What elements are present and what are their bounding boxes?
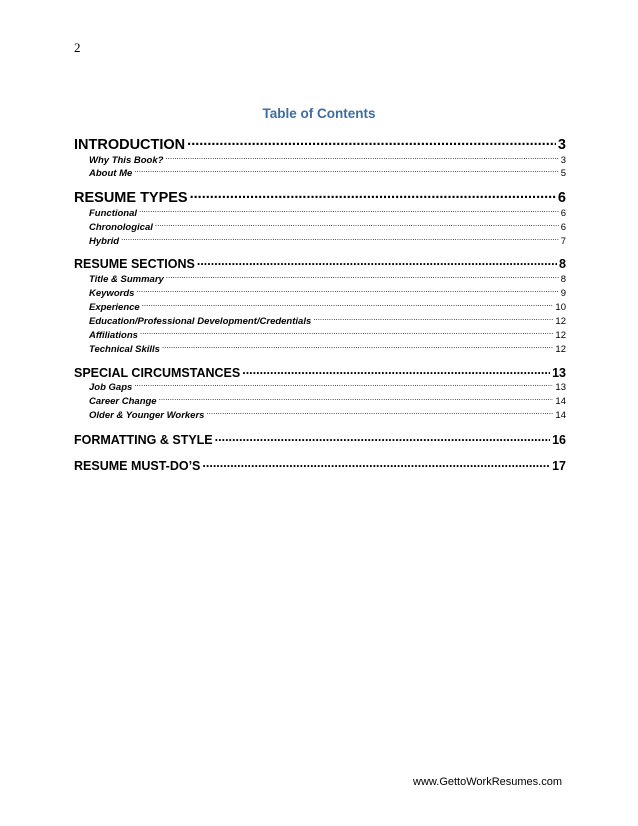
- page-number: 2: [74, 40, 81, 55]
- toc-entry-label: RESUME SECTIONS: [74, 257, 195, 271]
- toc-entry-page: 13: [555, 382, 566, 393]
- toc-entry-label: About Me: [89, 168, 133, 179]
- toc-entry-page: 14: [555, 410, 566, 421]
- toc-entry-label: Education/Professional Development/Credentials: [89, 316, 312, 327]
- dot-leader: [242, 363, 550, 377]
- toc-entry-technical-skills[interactable]: [74, 341, 566, 355]
- toc-entry-functional[interactable]: [74, 205, 566, 219]
- toc-entry-label: SPECIAL CIRCUMSTANCES: [74, 366, 241, 380]
- toc-entry-page: 10: [555, 302, 566, 313]
- toc-entry-formatting-style[interactable]: [74, 430, 566, 447]
- toc-entry-why-this-book[interactable]: [74, 152, 566, 166]
- toc-entry-career-change[interactable]: [74, 393, 566, 407]
- toc-entry-label: FORMATTING & STYLE: [74, 433, 213, 447]
- toc-entry-page: 5: [560, 168, 566, 179]
- toc-entry-experience[interactable]: [74, 299, 566, 313]
- toc-entry-resume-must-dos[interactable]: [74, 456, 566, 473]
- toc-entry-affiliations[interactable]: [74, 327, 566, 341]
- toc-entry-page: 17: [552, 459, 566, 473]
- toc-entry-label: Experience: [89, 302, 140, 313]
- toc-entry-page: 14: [555, 396, 566, 407]
- dot-leader: [166, 271, 559, 282]
- toc-entry-page: 8: [559, 257, 566, 271]
- dot-leader: [136, 285, 558, 296]
- toc-entry-title-summary[interactable]: [74, 271, 566, 285]
- toc-entry-hybrid[interactable]: [74, 233, 566, 247]
- toc-entry-special-circumstances[interactable]: [74, 363, 566, 380]
- toc-entry-page: 9: [560, 288, 566, 299]
- toc-entry-education[interactable]: [74, 313, 566, 327]
- toc-entry-resume-sections[interactable]: [74, 254, 566, 271]
- dot-leader: [187, 133, 556, 149]
- dot-leader: [313, 313, 553, 324]
- toc-entry-page: 12: [555, 344, 566, 355]
- toc-entry-label: RESUME MUST-DO’S: [74, 459, 201, 473]
- dot-leader: [197, 254, 557, 268]
- toc-entry-introduction[interactable]: [74, 133, 566, 153]
- dot-leader: [162, 341, 553, 352]
- toc-entry-label: Title & Summary: [89, 274, 164, 285]
- toc-title: Table of Contents: [262, 106, 376, 121]
- toc-entry-label: Older & Younger Workers: [89, 410, 205, 421]
- toc-entry-keywords[interactable]: [74, 285, 566, 299]
- toc-entry-label: Affiliations: [89, 330, 138, 341]
- toc-entry-label: RESUME TYPES: [74, 190, 188, 206]
- toc-entry-about-me[interactable]: [74, 165, 566, 179]
- dot-leader: [140, 327, 554, 338]
- toc-entry-older-younger-workers[interactable]: [74, 407, 566, 421]
- dot-leader: [142, 299, 554, 310]
- dot-leader: [215, 430, 550, 444]
- toc-entry-label: Chronological: [89, 222, 153, 233]
- toc-entry-label: Technical Skills: [89, 344, 160, 355]
- toc-entry-label: Why This Book?: [89, 155, 164, 166]
- toc-entry-page: 12: [555, 330, 566, 341]
- toc-entry-job-gaps[interactable]: [74, 379, 566, 393]
- dot-leader: [159, 393, 554, 404]
- dot-leader: [190, 186, 556, 202]
- toc-entry-label: Functional: [89, 208, 138, 219]
- dot-leader: [202, 456, 550, 470]
- dot-leader: [206, 407, 553, 418]
- toc-entry-page: 6: [560, 222, 566, 233]
- toc-entry-resume-types[interactable]: [74, 186, 566, 206]
- footer-url: www.GettoWorkResumes.com: [413, 776, 562, 788]
- toc-entry-page: 12: [555, 316, 566, 327]
- toc-entry-label: Career Change: [89, 396, 157, 407]
- toc-entry-label: Keywords: [89, 288, 135, 299]
- dot-leader: [139, 205, 559, 216]
- toc-entry-page: 13: [552, 366, 566, 380]
- toc-entry-page: 7: [560, 236, 566, 247]
- toc-entry-label: Hybrid: [89, 236, 120, 247]
- toc-entry-page: 6: [560, 208, 566, 219]
- toc-entry-chronological[interactable]: [74, 219, 566, 233]
- toc-entry-page: 16: [552, 433, 566, 447]
- dot-leader: [165, 152, 558, 163]
- dot-leader: [155, 219, 559, 230]
- toc-entry-page: 3: [557, 137, 566, 153]
- toc-entry-page: 3: [560, 155, 566, 166]
- dot-leader: [134, 379, 553, 390]
- dot-leader: [134, 165, 558, 176]
- toc-entry-label: Job Gaps: [89, 382, 133, 393]
- toc-entry-page: 6: [557, 190, 566, 206]
- dot-leader: [121, 233, 559, 244]
- toc-entry-page: 8: [560, 274, 566, 285]
- toc-entry-label: INTRODUCTION: [74, 137, 186, 153]
